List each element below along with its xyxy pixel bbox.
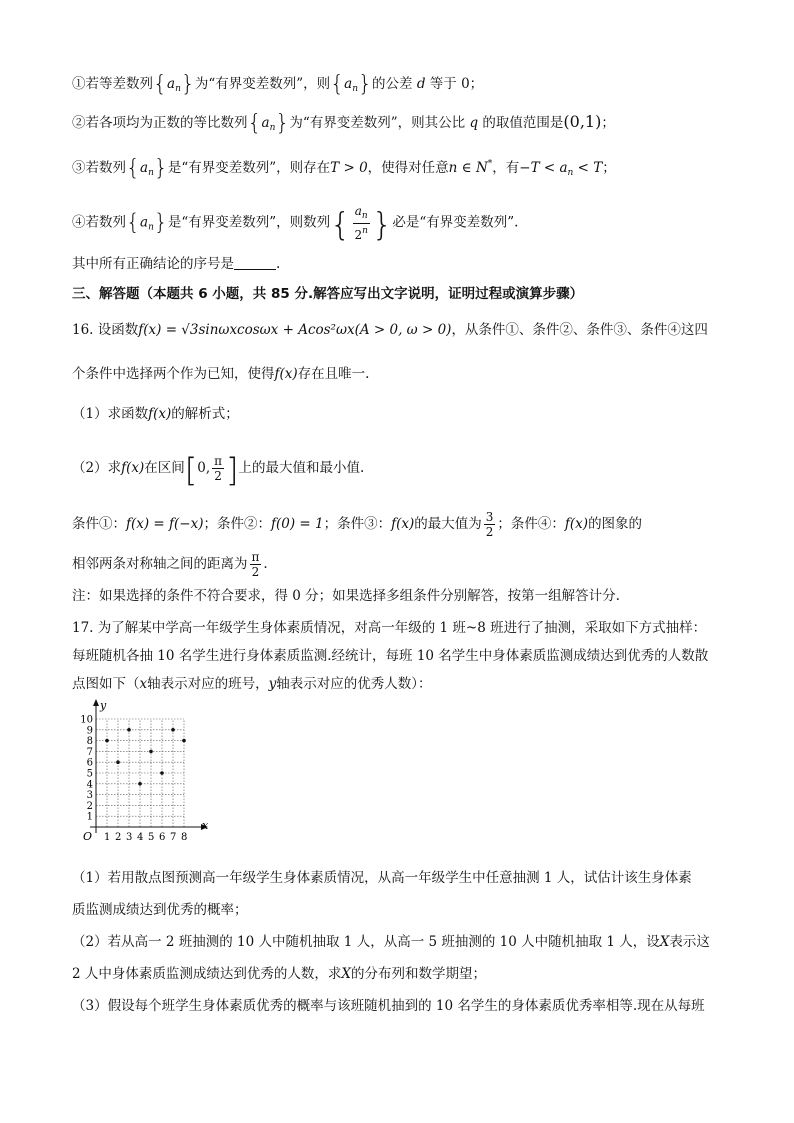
q17-line1: 17. 为了解某中学高一年级学生身体素质情况，对高一年级的 1 班~8 班进行了抽测，采取如下方式抽样： — [72, 620, 707, 636]
y-tick-label: 9 — [86, 725, 93, 737]
q16-note: 注：如果选择的条件不符合要求，得 0 分；如果选择多组条件分别解答，按第一组解答计分. — [72, 588, 620, 604]
data-point — [160, 771, 164, 775]
q16-line1: 16. 设函数f(x) = √3sinωxcosωx + Acos²ωx(A > 0, ω > 0)，从条件①、条件②、条件③、条件④这四 — [72, 322, 708, 338]
data-point — [105, 739, 109, 743]
y-tick-label: 4 — [86, 779, 93, 791]
y-tick-label: 10 — [80, 714, 93, 726]
y-tick-label: 5 — [86, 768, 93, 780]
statement-2: ②若各项均为正数的等比数列$\{a_n\}$为“有界变差数列”，则其公比 q 的取值范围是(0,1)； — [72, 111, 615, 136]
q17-line3: 点图如下（x轴表示对应的班号，y轴表示对应的优秀人数）： — [72, 676, 432, 692]
x-tick-label: 1 — [104, 832, 111, 843]
data-point — [138, 782, 142, 786]
fraction-an-over-2n: $\frac{a_n}{2^n}$ — [354, 204, 368, 242]
data-point — [116, 760, 120, 764]
y-tick-label: 6 — [86, 757, 93, 769]
y-tick-label: 7 — [86, 746, 93, 758]
origin-label: O — [83, 830, 93, 843]
scatter-chart — [72, 699, 232, 857]
x-tick-label: 8 — [181, 832, 188, 843]
y-tick-label: 2 — [86, 800, 93, 812]
statement-3: ③若数列$\{a_n\}$是“有界变差数列”，则存在T > 0，使得对任意n ∈ N*，有$-T < a_n < T$； — [72, 156, 616, 181]
q17-part3-line1: （3）假设每个班学生身体素质优秀的概率与该班随机抽到的 10 名学生的身体素质优秀率相等.现在从每班 — [72, 998, 705, 1014]
statement-4: ④若数列$\{a_n\}$是“有界变差数列”，则数列{ $\frac{a_n}{2^n}$ }必是“有界变差数列”. — [72, 204, 519, 244]
x-tick-label: 2 — [115, 832, 122, 843]
x-tick-label: 6 — [159, 832, 166, 843]
data-point — [127, 728, 131, 732]
data-point — [182, 739, 186, 743]
y-tick-label: 8 — [86, 736, 93, 748]
q16-conditions-2: 相邻两条对称轴之间的距离为 $\frac{\pi}{2}$ . — [72, 550, 268, 579]
y-tick-label: 3 — [86, 790, 93, 802]
q17-part2-line1: （2）若从高一 2 班抽测的 10 人中随机抽取 1 人，从高一 5 班抽测的 10 人中随机抽取 1 人，设X表示这 — [72, 934, 710, 950]
q17-part2-line2: 2 人中身体素质监测成绩达到优秀的人数，求X的分布列和数学期望； — [72, 966, 487, 982]
data-point — [149, 750, 153, 754]
q17-line2: 每班随机各抽 10 名学生进行身体素质监测.经统计，每班 10 名学生中身体素质监测成绩达到优秀的人数散 — [72, 648, 709, 664]
x-tick-label: 7 — [170, 832, 177, 843]
answer-blank-line: 其中所有正确结论的序号是 . — [72, 256, 281, 272]
q17-part1-line1: （1）若用散点图预测高一年级学生身体素质情况，从高一年级学生中任意抽测 1 人，试估计该生身体素 — [72, 870, 692, 886]
x-tick-label: 5 — [148, 832, 155, 843]
q16-conditions: 条件①：f(x) = f(−x)；条件②：f(0) = 1；条件③：f(x)的最大值为 $\frac{3}{2}$ ；条件④：f(x)的图象的 — [72, 510, 643, 539]
answer-blank[interactable] — [234, 255, 276, 270]
q17-part1-line2: 质监测成绩达到优秀的概率； — [72, 902, 248, 918]
x-axis-label: x — [202, 819, 209, 832]
y-axis-arrow — [93, 699, 99, 706]
data-point — [171, 728, 175, 732]
q16-line2: 个条件中选择两个作为已知，使得f(x)存在且唯一. — [72, 366, 370, 382]
q16-part2: （2）求f(x)在区间[0, $\frac{\pi}{2}$ ]上的最大值和最小值. — [72, 451, 365, 489]
x-tick-label: 3 — [126, 832, 133, 843]
y-tick-label: 1 — [86, 811, 93, 823]
statement-1: ①若等差数列$\{a_n\}$为“有界变差数列”，则$\{a_n\}$的公差 d 等于 0； — [72, 72, 484, 97]
x-tick-label: 4 — [137, 832, 144, 843]
q16-part1: （1）求函数f(x)的解析式； — [72, 406, 239, 422]
section-header: 三、解答题（本题共 6 小题，共 85 分.解答应写出文字说明，证明过程或演算步骤） — [72, 286, 584, 302]
y-axis-label: y — [100, 699, 107, 712]
